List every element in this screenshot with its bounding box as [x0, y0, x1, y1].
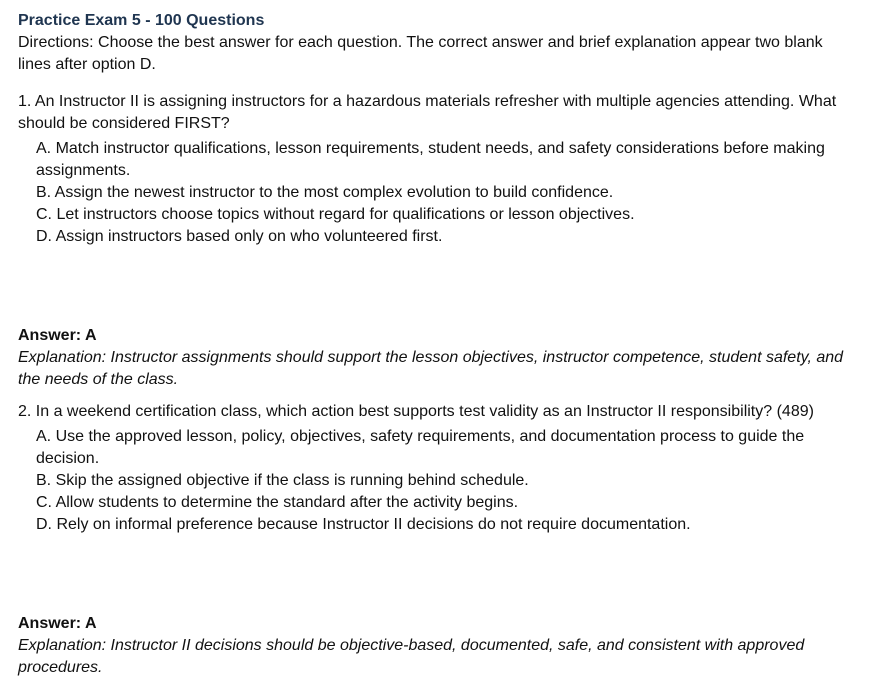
- question-1-explanation: Explanation: Instructor assignments should support the lesson objectives, instructor competence, student safety, and the needs of the class.: [18, 349, 844, 388]
- question-2-option-a: A. Use the approved lesson, policy, objectives, safety requirements, and documentation process to guide the decision.: [36, 428, 805, 467]
- question-2-option-b: B. Skip the assigned objective if the class is running behind schedule.: [36, 472, 529, 489]
- question-1-option-a: A. Match instructor qualifications, lesson requirements, student needs, and safety considerations before making assignments.: [36, 140, 825, 179]
- question-1-answer: Answer: A: [18, 327, 97, 344]
- question-1-option-d: D. Assign instructors based only on who volunteered first.: [36, 228, 443, 245]
- question-2-option-d: D. Rely on informal preference because Instructor II decisions do not require documentation.: [36, 516, 691, 533]
- question-2-options: [18, 426, 859, 536]
- directions-text: Directions: Choose the best answer for each question. The correct answer and brief explanation appear two blank lines after option D.: [18, 34, 823, 73]
- question-1: [18, 91, 859, 391]
- blank-lines-spacer: [18, 248, 859, 325]
- question-1-options: [18, 138, 859, 248]
- exam-title: Practice Exam 5 - 100 Questions: [18, 12, 265, 29]
- question-1-option-b: B. Assign the newest instructor to the most complex evolution to build confidence.: [36, 184, 614, 201]
- question-2-text: 2. In a weekend certification class, which action best supports test validity as an Instructor II responsibility? (489): [18, 403, 814, 420]
- question-2-answer: Answer: A: [18, 615, 97, 632]
- question-2-option-c: C. Allow students to determine the standard after the activity begins.: [36, 494, 519, 511]
- question-1-option-c: C. Let instructors choose topics without regard for qualifications or lesson objectives.: [36, 206, 635, 223]
- question-2-explanation: Explanation: Instructor II decisions should be objective-based, documented, safe, and consistent with approved procedures.: [18, 637, 805, 676]
- question-1-text: 1. An Instructor II is assigning instructors for a hazardous materials refresher with multiple agencies attending. What should be considered FIRST?: [18, 93, 837, 132]
- question-2: [18, 401, 859, 679]
- blank-lines-spacer: [18, 536, 859, 613]
